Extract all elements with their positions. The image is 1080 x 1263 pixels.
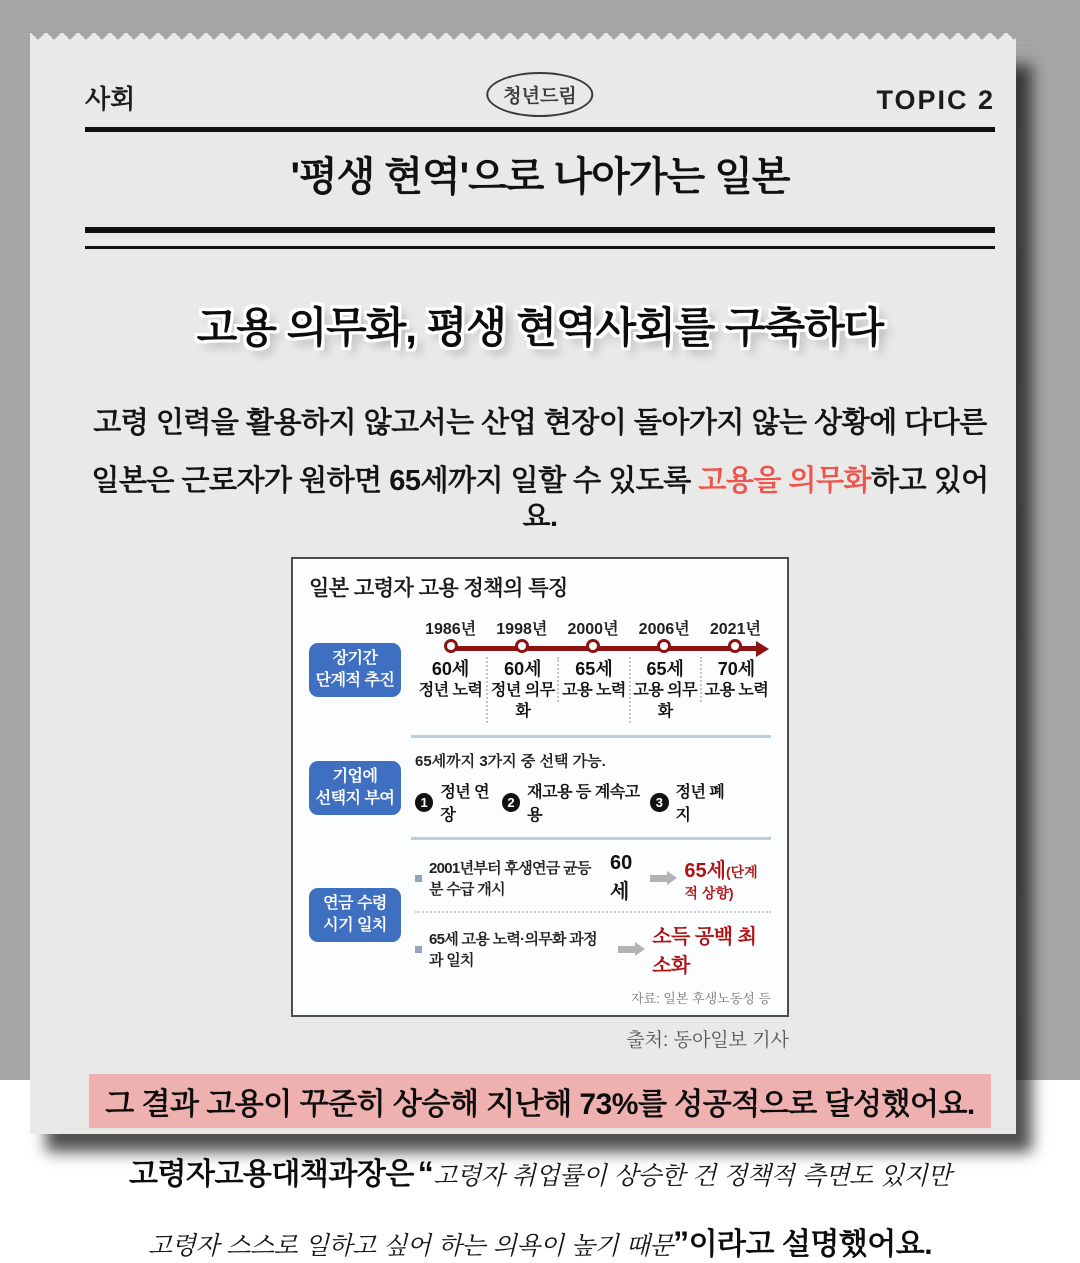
policy-infographic <box>291 557 789 1017</box>
gray-arrow-icon <box>618 946 635 953</box>
choice-option: 1 정년 연장 <box>415 779 502 825</box>
row-label-choices: 기업에 선택지 부여 <box>309 761 401 815</box>
intro-paragraph <box>85 405 995 535</box>
number-1-icon: 1 <box>415 793 433 812</box>
quote-line-1: 고령자고용대책과장은 “고령자 취업률이 상승한 건 정책적 측면도 있지만 <box>129 1155 951 1191</box>
timeline-item: 1998년 60세 정년 의무화 <box>486 616 557 723</box>
row-separator <box>411 735 771 738</box>
page-title: '평생 현역'으로 나아가는 일본 <box>290 155 790 199</box>
choice-option: 3 정년 폐지 <box>650 779 737 825</box>
timeline-item: 1986년 60세 정년 노력 <box>418 621 483 699</box>
timeline-row <box>309 616 771 723</box>
card-header <box>85 72 995 118</box>
timeline-item: 2006년 65세 고용 의무화 <box>629 616 700 723</box>
quote-line-2: 고령자 스스로 일하고 싶어 하는 의욕이 높기 때문”이라고 설명했어요. <box>147 1225 933 1261</box>
gray-arrow-icon <box>650 875 667 882</box>
policy-timeline <box>415 616 771 723</box>
number-3-icon: 3 <box>650 793 668 812</box>
timeline-dot <box>586 639 600 653</box>
intro-line2-pre: 일본은 근로자가 원하면 65세까지 일할 수 있도록 <box>91 465 699 497</box>
pension-bullet-2: 65세 고용 노력·의무화 과정과 일치 소득 공백 최소화 <box>415 920 771 978</box>
row-label-pension: 연금 수령 시기 일치 <box>309 888 401 942</box>
paper-card <box>30 33 1016 1261</box>
infographic-title: 일본 고령자 고용 정책의 특징 <box>309 577 568 600</box>
torn-paper-edge <box>30 33 1016 47</box>
timeline-arrow <box>451 646 756 651</box>
category-label: 사회 <box>85 84 136 114</box>
pension-bullet-1: 2001년부터 후생연금 균등분 수급 개시 60세 65세(단계적 상향) <box>415 852 771 904</box>
choices-row <box>309 750 771 825</box>
intro-red-emphasis: 고용을 의무화 <box>698 465 871 497</box>
choices-intro: 65세까지 3가지 중 선택 가능. <box>415 753 606 770</box>
timeline-item: 2021년 70세 고용 노력 <box>700 616 771 723</box>
highlighted-result: 그 결과 고용이 꾸준히 상승해 지난해 73%를 성공적으로 달성했어요. <box>89 1074 991 1128</box>
row-separator <box>411 837 771 840</box>
title-divider <box>85 227 995 249</box>
intro-line2-post: 하고 있어요. <box>522 465 989 533</box>
headline: 고용 의무화, 평생 현역사회를 구축하다 <box>196 304 884 351</box>
header-rule <box>85 127 995 132</box>
close-quote-mark: ” <box>673 1225 689 1261</box>
intro-line1: 고령 인력을 활용하지 않고서는 산업 현장이 돌아가지 않는 상황에 다다른 <box>93 407 987 439</box>
dotted-divider <box>415 911 771 913</box>
timeline-dot <box>444 639 458 653</box>
square-bullet-icon <box>415 946 422 953</box>
row-label-long-term: 장기간 단계적 추진 <box>309 643 401 697</box>
brand-badge: 청년드림 <box>486 72 593 117</box>
timeline-item: 2000년 65세 고용 노력 <box>557 616 628 723</box>
square-bullet-icon <box>415 875 422 882</box>
pension-row <box>309 852 771 978</box>
infographic-source: 자료: 일본 후생노동성 등 <box>630 991 771 1006</box>
image-credit: 출처: 동아일보 기사 <box>626 1030 789 1051</box>
topic-label: TOPIC 2 <box>876 85 995 115</box>
timeline-dot <box>515 639 529 653</box>
choice-option: 2 재고용 등 계속고용 <box>502 779 650 825</box>
number-2-icon: 2 <box>502 793 520 812</box>
open-quote-mark: “ <box>417 1155 434 1191</box>
